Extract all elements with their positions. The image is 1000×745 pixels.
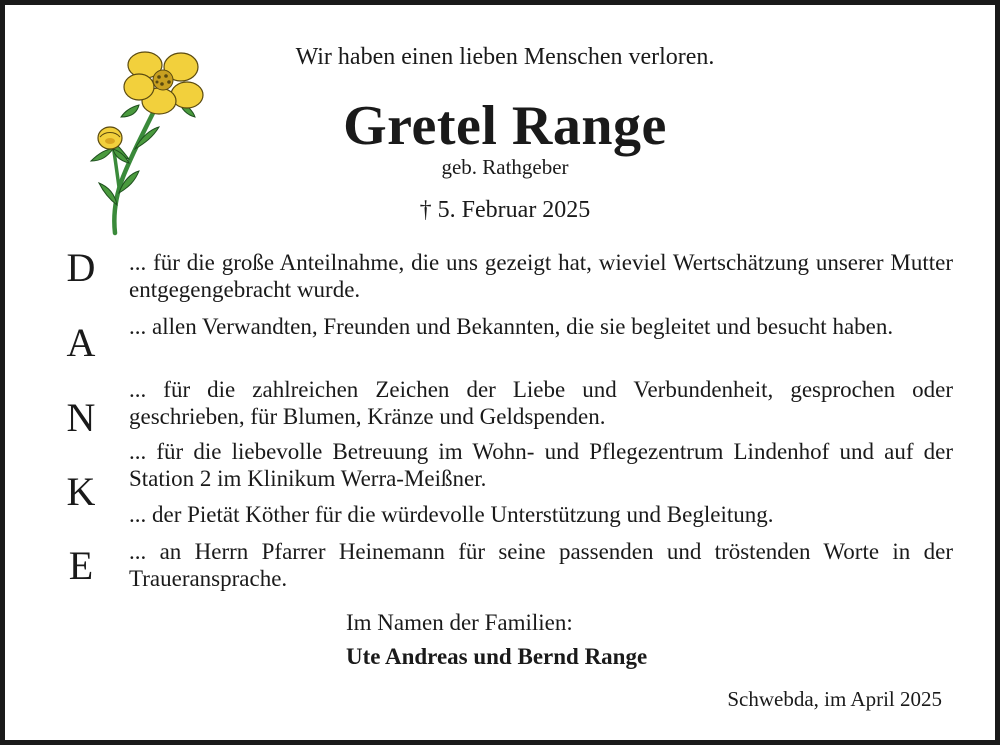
thanks-paragraph-3: ... für die zahlreichen Zeichen der Liebe und Verbundenheit, gesprochen oder geschrieben, für Blumen, Kränze und Geldspenden. — [129, 377, 953, 429]
thanks-paragraph-5: ... der Pietät Köther für die würdevolle Unterstützung und Begleitung. — [129, 502, 774, 527]
thanks-paragraph-2: ... allen Verwandten, Freunden und Bekannten, die sie begleitet und besucht haben. — [129, 314, 894, 339]
birth-name: geb. Rathgeber — [441, 155, 569, 179]
danke-letter-e: E — [68, 543, 94, 588]
intro-text: Wir haben einen lieben Menschen verloren. — [295, 44, 715, 70]
thanks-paragraph-4: ... für die liebevolle Betreuung im Wohn- und Pflegezentrum Lindenhof und auf der Station 2 im Klinikum Werra-Meißner. — [129, 439, 953, 491]
signature-names: Ute Andreas und Bernd Range — [346, 644, 648, 669]
thanks-paragraph-6: ... an Herrn Pfarrer Heinemann für seine passenden und tröstenden Worte in der Traueransprache. — [129, 539, 953, 591]
signature-intro: Im Namen der Familien: — [346, 610, 573, 635]
danke-letter-k: K — [66, 469, 96, 514]
thanks-paragraph-1: ... für die große Anteilnahme, die uns gezeigt hat, wieviel Wertschätzung unserer Mutter entgegengebracht wurde. — [129, 250, 953, 302]
death-date: † 5. Februar 2025 — [419, 197, 591, 223]
danke-letter-a: A — [66, 320, 96, 365]
deceased-name: Gretel Range — [343, 95, 667, 157]
danke-letter-d: D — [66, 245, 96, 290]
place-date: Schwebda, im April 2025 — [727, 687, 942, 711]
danke-letter-n: N — [66, 395, 96, 440]
